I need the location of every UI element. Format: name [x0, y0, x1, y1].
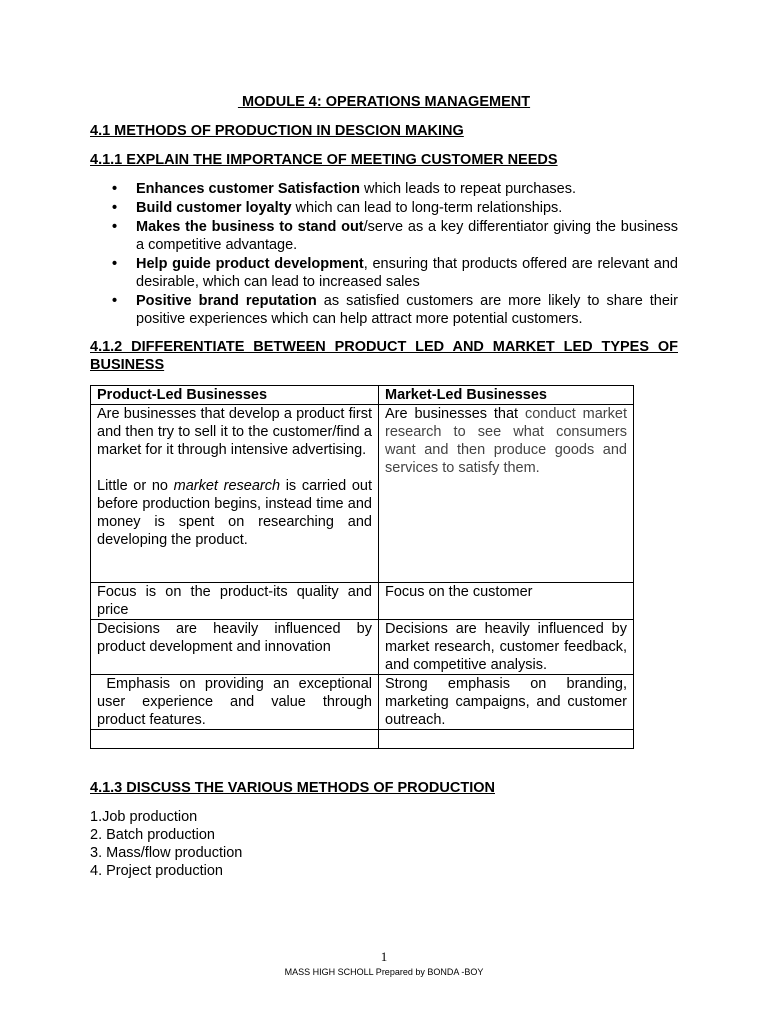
table-cell: [379, 730, 634, 749]
page-content: [90, 93, 678, 880]
table-row: [91, 405, 634, 583]
table-cell: Focus on the customer: [379, 583, 634, 620]
list-item: 1.Job production: [90, 809, 198, 825]
cell-paragraph: Are businesses that develop a product first and then try to sell it to the customer/find a market for it through intensive advertising.: [97, 406, 372, 458]
table-cell: Strong emphasis on branding, marketing campaigns, and customer outreach.: [379, 675, 634, 730]
bullet-icon: •: [112, 181, 118, 197]
page-title: [90, 93, 678, 111]
comparison-table: [90, 385, 634, 749]
cell-text: Little or no: [97, 478, 174, 494]
list-item-bold: Makes the business to stand out: [136, 219, 364, 235]
list-item: 3. Mass/flow production: [90, 845, 243, 861]
list-item: 2. Batch production: [90, 827, 215, 843]
table-header-row: [91, 386, 634, 405]
bullet-icon: •: [112, 293, 118, 309]
table-cell: Focus is on the product-its quality and price: [91, 583, 379, 620]
cell-text: conduct market research to see what consumers want and then produce goods and services to satisfy them.: [385, 406, 627, 476]
list-item-bold: Enhances customer Satisfaction: [136, 181, 361, 197]
list-item: 4. Project production: [90, 863, 223, 879]
section-heading-4-1-3: 4.1.3 DISCUSS THE VARIOUS METHODS OF PRODUCTION: [90, 780, 495, 796]
list-item: [90, 180, 678, 198]
page-number: 1: [380, 949, 388, 964]
footer-note: MASS HIGH SCHOLL Prepared by BONDA -BOY: [284, 967, 484, 977]
list-item-bold: Help guide product development: [136, 256, 364, 272]
table-cell: Decisions are heavily influenced by product development and innovation: [91, 620, 379, 675]
table-row-empty: [91, 730, 634, 749]
table-cell: Emphasis on providing an exceptional user experience and value through product features.: [91, 675, 379, 730]
bullet-icon: •: [112, 256, 118, 272]
section-heading-4-1: 4.1 METHODS OF PRODUCTION IN DESCION MAKING: [90, 123, 464, 139]
cell-text: Are businesses that: [385, 406, 525, 422]
bullet-icon: •: [112, 200, 118, 216]
cell-paragraph: [97, 477, 372, 549]
list-item-text: which can lead to long-term relationships.: [291, 200, 563, 216]
header-market-led: Market-Led Businesses: [379, 386, 634, 405]
list-item-text: , ensuring that products offered are relevant and desirable, which can lead to increased sales: [136, 256, 678, 290]
production-methods-list: [90, 808, 678, 880]
customer-needs-list: [90, 180, 678, 328]
table-cell: [91, 405, 379, 583]
list-item: [90, 255, 678, 291]
list-item: [90, 199, 678, 217]
page-title-text: MODULE 4: OPERATIONS MANAGEMENT: [241, 94, 531, 110]
header-product-led: Product-Led Businesses: [91, 386, 379, 405]
section-heading-4-1-2: 4.1.2 DIFFERENTIATE BETWEEN PRODUCT LED AND MARKET LED TYPES OF BUSINESS: [90, 339, 678, 373]
list-item-text: as satisfied customers are more likely to share their positive experiences which can help attract more potential customers.: [136, 293, 678, 327]
list-item: [90, 218, 678, 254]
table-row: [91, 620, 634, 675]
list-item-text: /serve as a key differentiator giving the business a competitive advantage.: [136, 219, 678, 253]
section-heading-4-1-1: 4.1.1 EXPLAIN THE IMPORTANCE OF MEETING CUSTOMER NEEDS: [90, 152, 558, 168]
cell-italic-text: market research: [173, 478, 281, 494]
cell-text: is carried out before production begins, instead time and money is spent on researching and developing the product.: [97, 478, 372, 548]
list-item: [90, 292, 678, 328]
table-cell: Decisions are heavily influenced by market research, customer feedback, and competitive analysis.: [379, 620, 634, 675]
table-row: [91, 583, 634, 620]
table-cell: [91, 730, 379, 749]
table-cell: [379, 405, 634, 583]
bullet-icon: •: [112, 219, 118, 235]
list-item-bold: Build customer loyalty: [136, 200, 292, 216]
list-item-text: which leads to repeat purchases.: [360, 181, 577, 197]
list-item-bold: Positive brand reputation: [136, 293, 317, 309]
table-row: [91, 675, 634, 730]
